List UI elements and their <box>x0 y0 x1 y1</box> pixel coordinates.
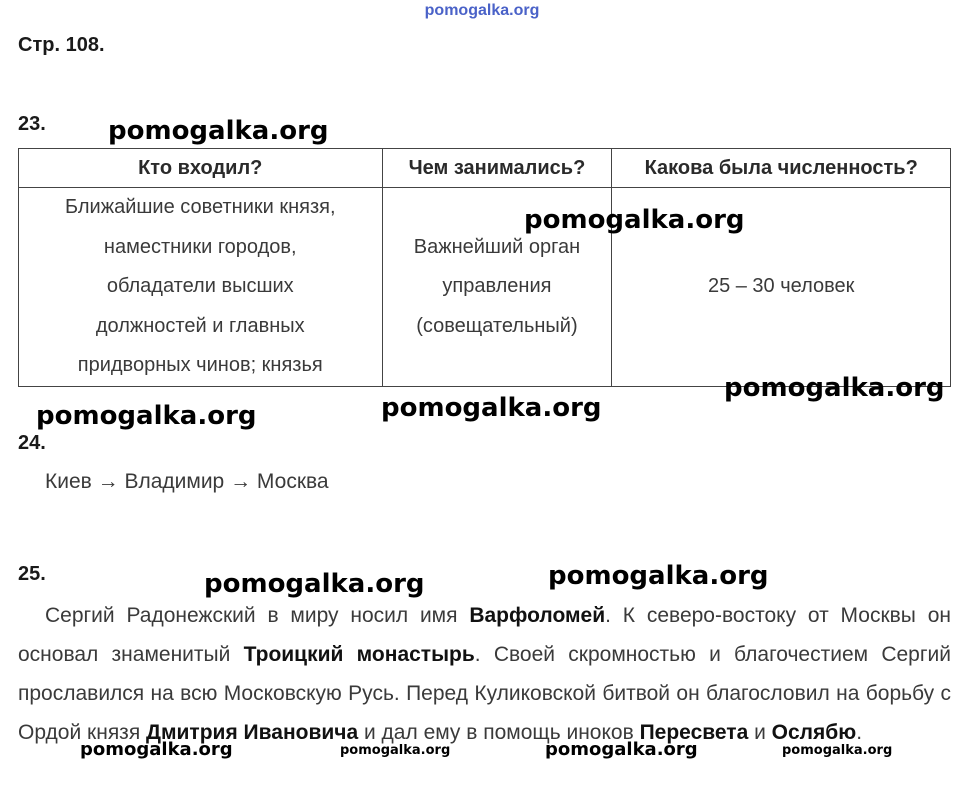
watermark-top[interactable]: pomogalka.org <box>424 2 540 19</box>
header-count: Какова была численность? <box>612 149 951 188</box>
task-25-paragraph <box>18 596 951 752</box>
text-run: . К северо-востоку от Москвы он основал знаменитый <box>18 604 951 666</box>
text-run: . Своей скромностью и благочестием Сергий прославился на всю Московскую Русь. Перед Куликовской битвой он благословил на борьбу с Ордой князя <box>18 643 951 744</box>
watermark: pomogalka.org <box>545 739 698 760</box>
watermark: pomogalka.org <box>782 743 893 758</box>
cell-line: должностей и главных <box>95 314 305 337</box>
watermark: pomogalka.org <box>548 561 769 591</box>
text-run: и <box>748 721 772 744</box>
task-25-number: 25. <box>18 563 46 585</box>
bold-term: Троицкий монастырь <box>243 643 475 666</box>
task-23-number: 23. <box>18 113 46 135</box>
table-header-row <box>19 149 951 188</box>
cell-line: наместники городов, <box>103 235 297 258</box>
cell-line: Ближайшие советники князя, <box>64 196 336 218</box>
table-row <box>19 188 951 387</box>
bold-term: Ослябю <box>771 721 857 744</box>
cell-count: 25 – 30 человек <box>612 188 951 387</box>
bold-term: Дмитрия Ивановича <box>146 721 359 744</box>
text-run: . <box>856 721 863 744</box>
header-who: Кто входил? <box>19 149 383 188</box>
page-label: Стр. 108. <box>18 34 105 56</box>
bold-term: Варфоломей <box>469 604 606 627</box>
watermark: pomogalka.org <box>340 743 451 758</box>
cell-line: управления <box>442 275 552 297</box>
watermark: pomogalka.org <box>524 205 745 235</box>
cell-line: придворных чинов; князья <box>77 354 323 376</box>
watermark: pomogalka.org <box>36 401 257 431</box>
task-24-route: Киев → Владимир → Москва <box>45 470 329 493</box>
cell-line: (совещательный) <box>416 314 578 337</box>
task-23-table <box>18 148 951 387</box>
watermark: pomogalka.org <box>204 569 425 599</box>
watermark: pomogalka.org <box>381 393 602 423</box>
bold-term: Пересвета <box>639 721 749 744</box>
text-run: и дал ему в помощь иноков <box>358 721 640 744</box>
watermark: pomogalka.org <box>724 373 945 403</box>
header-what: Чем занимались? <box>382 149 612 188</box>
watermark: pomogalka.org <box>108 116 329 146</box>
cell-who <box>19 188 383 387</box>
text-run: Сергий Радонежский в миру носил имя <box>45 604 470 627</box>
cell-line: Важнейший орган <box>413 235 581 258</box>
task-24-number: 24. <box>18 432 46 454</box>
cell-line: обладатели высших <box>106 275 294 297</box>
watermark: pomogalka.org <box>80 739 233 760</box>
